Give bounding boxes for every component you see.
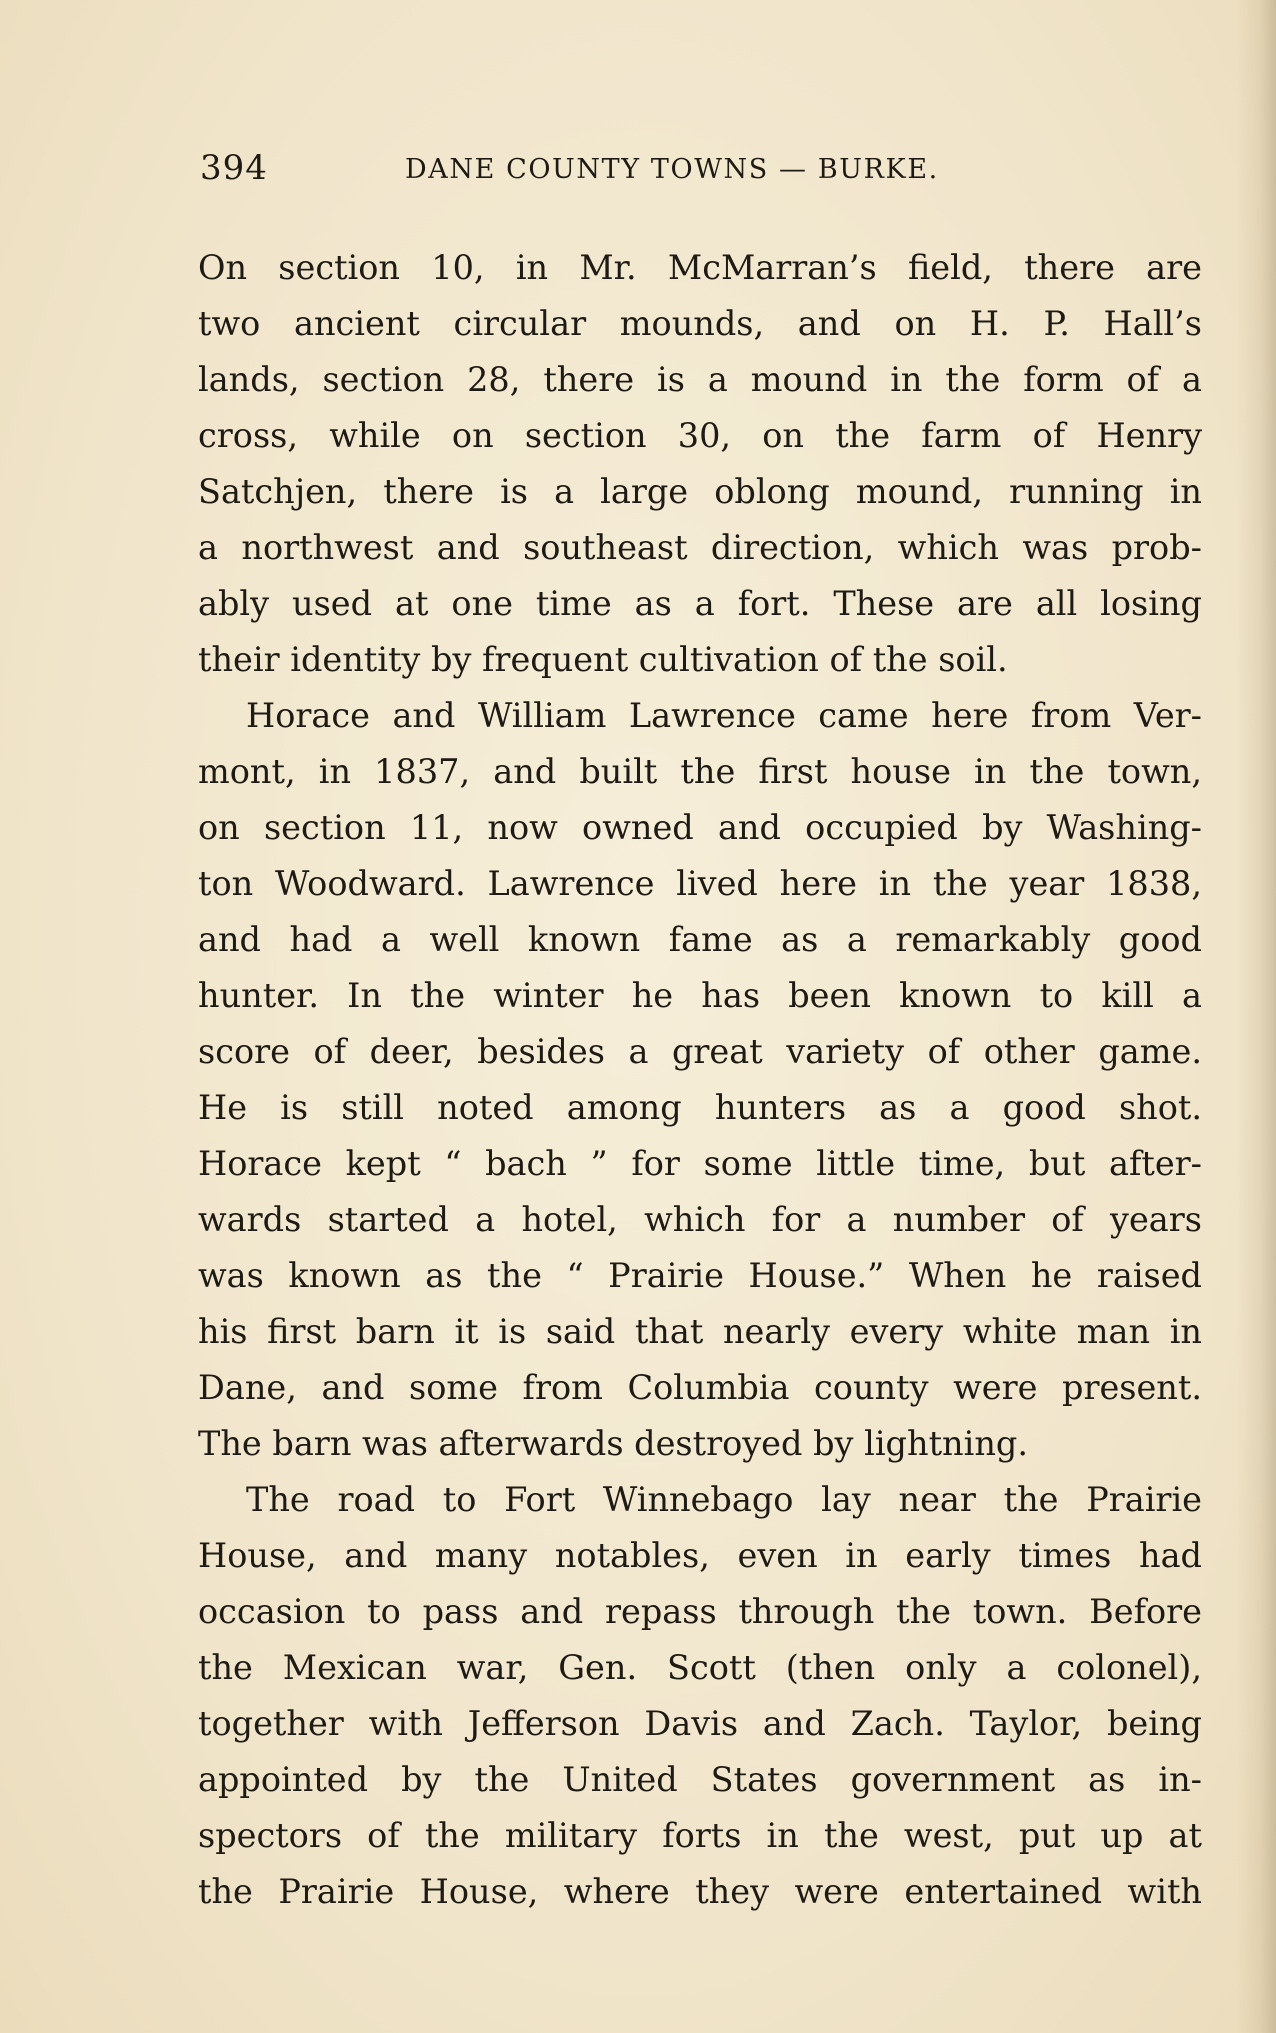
text-line: lands, section 28, there is a mound in the form of a — [198, 360, 1202, 399]
page-edge-shadow — [1236, 0, 1276, 2033]
text-line: score of deer, besides a great variety of other game. — [198, 1032, 1202, 1071]
text-line: together with Jefferson Davis and Zach. Taylor, being — [198, 1704, 1202, 1743]
text-line: Dane, and some from Columbia county were present. — [198, 1368, 1202, 1407]
text-line: hunter. In the winter he has been known to kill a — [198, 976, 1202, 1015]
text-line: On section 10, in Mr. McMarran’s field, there are — [198, 248, 1202, 287]
text-line: Horace kept “ bach ” for some little time, but after- — [198, 1144, 1202, 1183]
text-line: the Mexican war, Gen. Scott (then only a colonel), — [198, 1648, 1202, 1687]
text-line: spectors of the military forts in the west, put up at — [198, 1816, 1202, 1855]
text-line: wards started a hotel, which for a number of years — [198, 1200, 1202, 1239]
page-header — [200, 148, 1200, 204]
text-line: was known as the “ Prairie House.” When he raised — [198, 1256, 1202, 1295]
text-line: The barn was afterwards destroyed by lightning. — [198, 1424, 1028, 1463]
text-line: appointed by the United States government as in- — [198, 1760, 1202, 1799]
text-line: ably used at one time as a fort. These are all losing — [198, 584, 1202, 623]
text-line: on section 11, now owned and occupied by Washing- — [198, 808, 1202, 847]
text-line: their identity by frequent cultivation of the soil. — [198, 640, 1008, 679]
text-line: his first barn it is said that nearly every white man in — [198, 1312, 1202, 1351]
text-line: cross, while on section 30, on the farm of Henry — [198, 416, 1202, 455]
text-line: two ancient circular mounds, and on H. P. Hall’s — [198, 304, 1202, 343]
text-line: Satchjen, there is a large oblong mound, running in — [198, 472, 1202, 511]
body-text — [198, 240, 1202, 1920]
text-line: and had a well known fame as a remarkably good — [198, 920, 1202, 959]
page-number: 394 — [200, 148, 268, 188]
text-line: occasion to pass and repass through the town. Before — [198, 1592, 1202, 1631]
text-line: Horace and William Lawrence came here from Ver- — [246, 696, 1202, 735]
text-line: He is still noted among hunters as a good shot. — [198, 1088, 1202, 1127]
text-line: The road to Fort Winnebago lay near the Prairie — [246, 1480, 1202, 1519]
text-line: the Prairie House, where they were entertained with — [198, 1872, 1202, 1911]
running-head: DANE COUNTY TOWNS — BURKE. — [405, 154, 939, 185]
text-line: ton Woodward. Lawrence lived here in the year 1838, — [198, 864, 1202, 903]
text-line: mont, in 1837, and built the first house in the town, — [198, 752, 1202, 791]
text-line: House, and many notables, even in early times had — [198, 1536, 1202, 1575]
text-line: a northwest and southeast direction, which was prob- — [198, 528, 1202, 567]
